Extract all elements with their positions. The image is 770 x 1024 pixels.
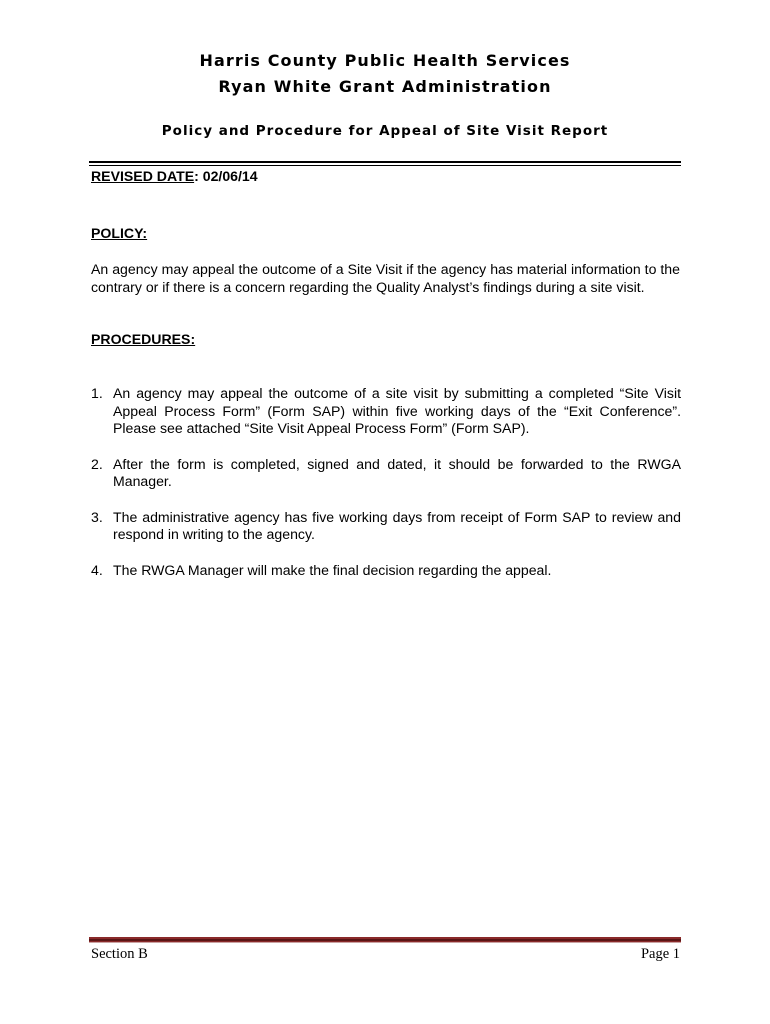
procedure-item [91, 509, 681, 544]
revised-date-separator: : [194, 168, 199, 184]
procedures-heading: PROCEDURES: [91, 331, 196, 347]
procedure-item [91, 456, 681, 491]
procedure-number: 2. [91, 455, 103, 472]
footer-page-number: Page 1 [640, 946, 680, 962]
procedure-text: After the form is completed, signed and dated, it should be forwarded to the RWGA Manager. [113, 455, 681, 489]
procedure-item [91, 562, 681, 580]
procedure-item [91, 385, 681, 438]
revised-date-value: 02/06/14 [202, 168, 258, 184]
procedure-number: 4. [91, 561, 103, 578]
procedure-number: 3. [91, 508, 103, 525]
procedure-number: 1. [91, 385, 103, 401]
organization-title: Harris County Public Health Services [199, 51, 571, 70]
policy-text: An agency may appeal the outcome of a Site Visit if the agency has material information to the contrary or if there is a concern regarding the Quality Analyst’s findings during a site visit. [91, 261, 680, 295]
revised-date-line [91, 168, 680, 186]
policy-heading: POLICY: [91, 225, 148, 241]
procedure-text: An agency may appeal the outcome of a site visit by submitting a completed “Site Visit Appeal Process Form” (Form SAP) within five working days of the “Exit Conference”. Please see attached “Site Visit Appeal Process Form” (Form SAP). [113, 385, 681, 436]
footer-section: Section B [91, 946, 148, 962]
revised-date-label: REVISED DATE [91, 168, 195, 184]
procedure-text: The administrative agency has five working days from receipt of Form SAP to review and respond in writing to the agency. [113, 508, 681, 542]
header-divider [89, 161, 681, 166]
document-subtitle: Policy and Procedure for Appeal of Site Visit Report [161, 123, 609, 139]
department-title: Ryan White Grant Administration [218, 77, 552, 96]
procedures-list [91, 385, 681, 597]
footer-divider [89, 937, 681, 943]
procedure-text: The RWGA Manager will make the final decision regarding the appeal. [113, 561, 552, 578]
